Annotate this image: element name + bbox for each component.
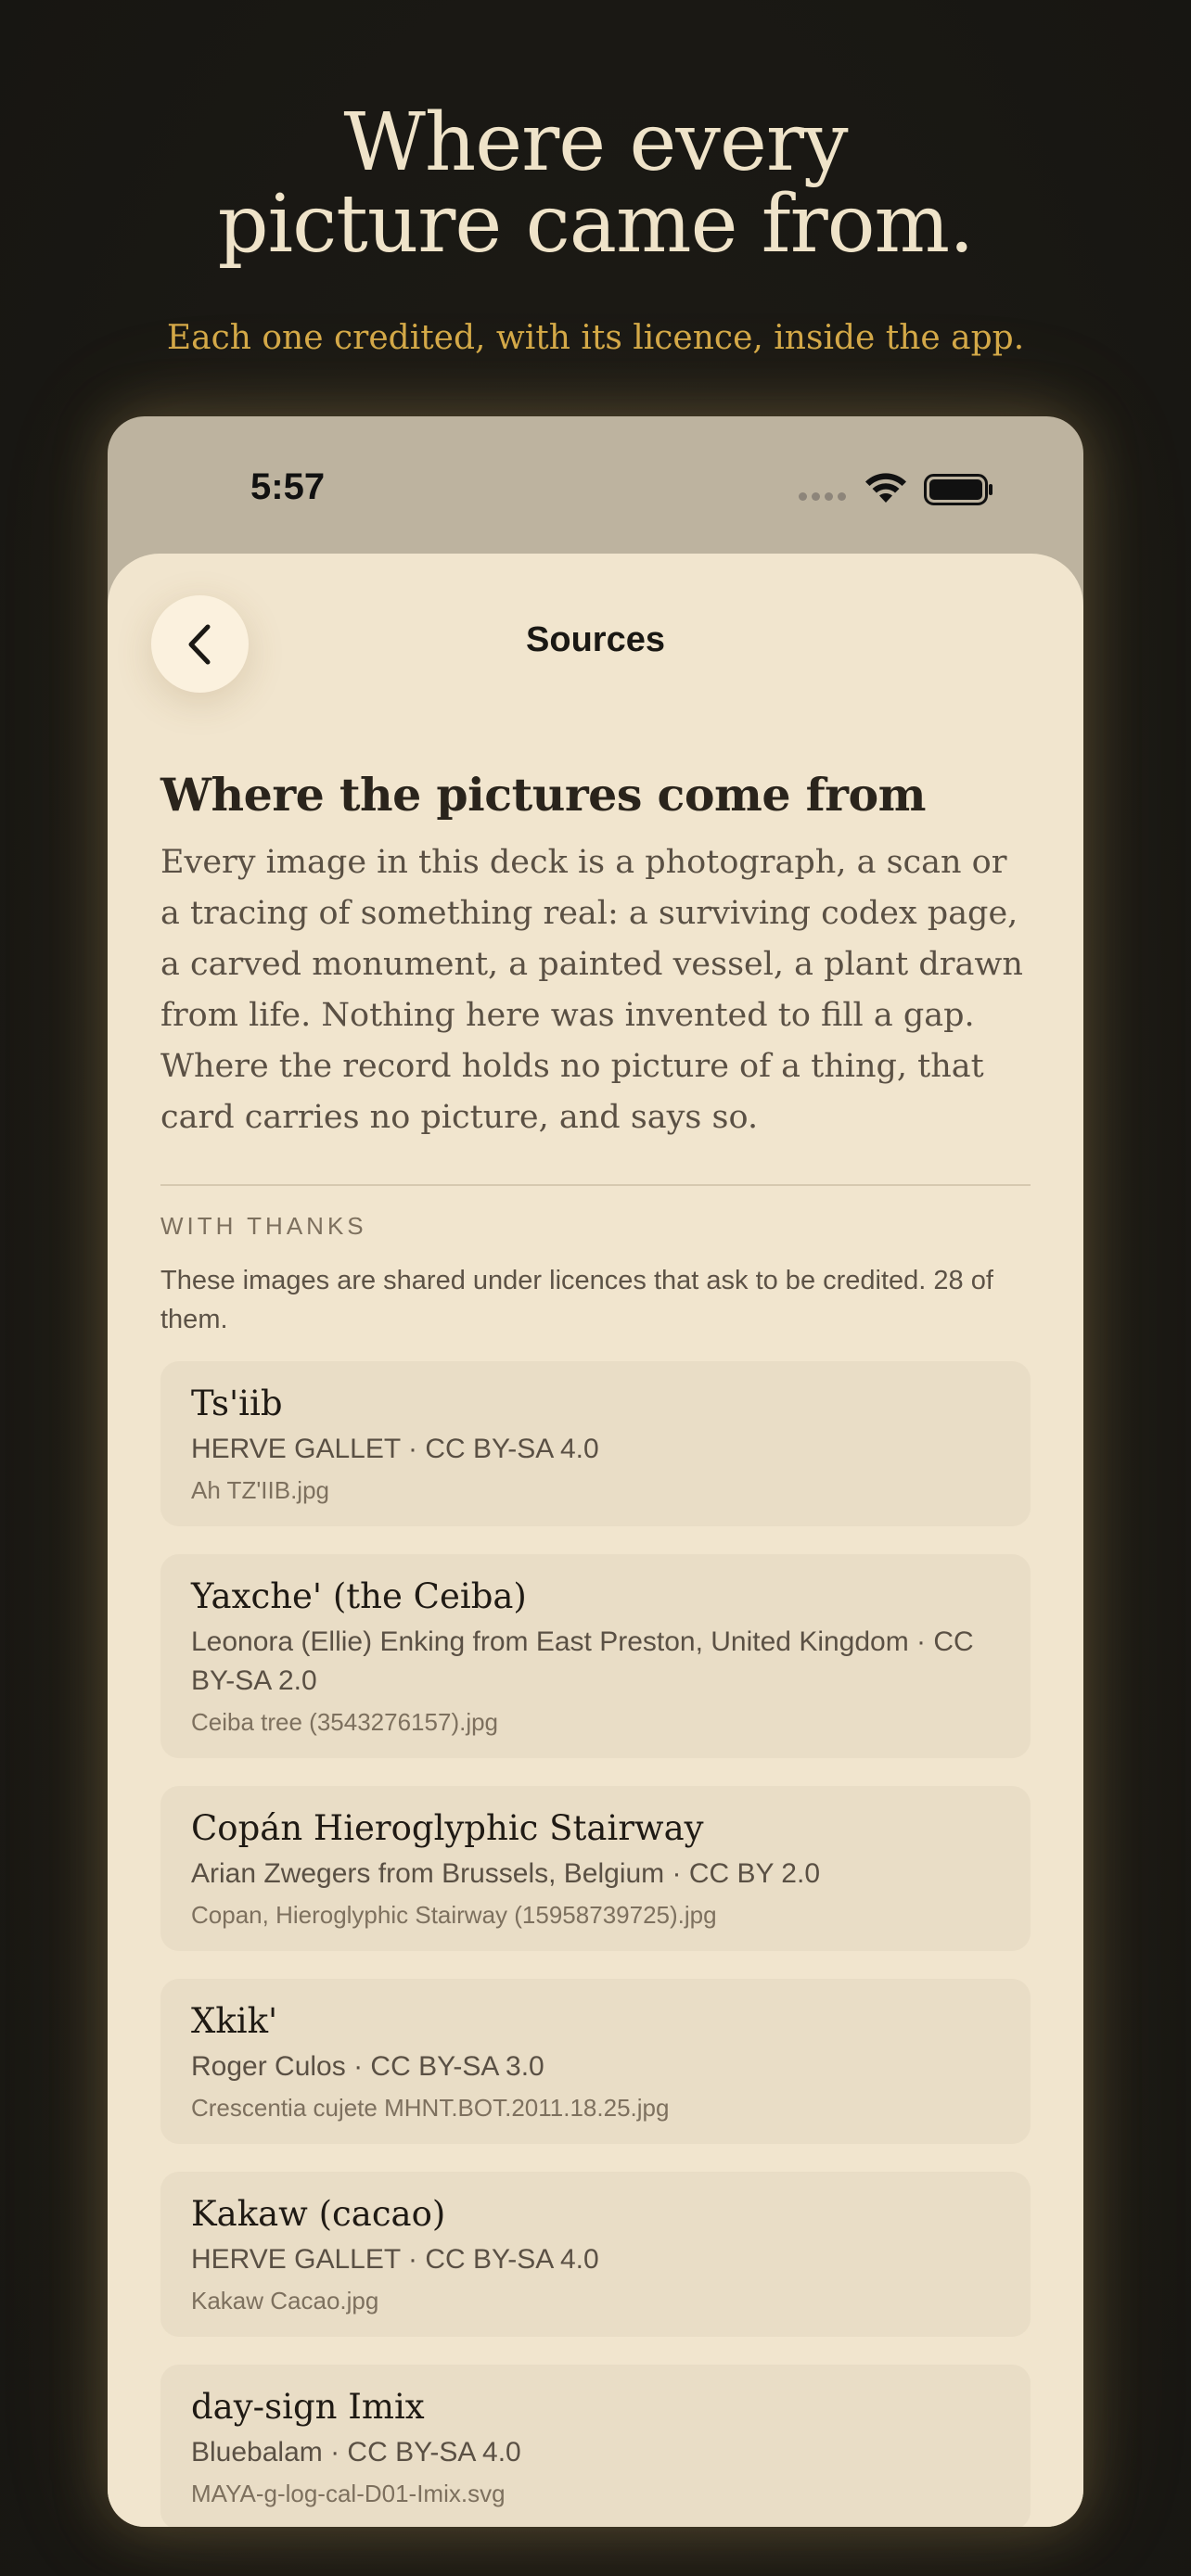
credit-filename: Kakaw Cacao.jpg xyxy=(191,2287,379,2315)
credit-attribution: Roger Culos · CC BY-SA 3.0 xyxy=(191,2051,544,2082)
credit-item xyxy=(160,1361,1031,1526)
nav-title: Sources xyxy=(526,620,665,659)
divider xyxy=(160,1184,1031,1186)
credit-title: Yaxche' (the Ceiba) xyxy=(191,1576,527,1616)
page-heading: Where the pictures come from xyxy=(160,768,927,822)
credit-title: Xkik' xyxy=(191,2001,278,2041)
phone-screen xyxy=(108,416,1083,2527)
hero-subline: Each one credited, with its licence, inside the app. xyxy=(166,319,1025,357)
status-bar xyxy=(108,416,1083,555)
status-time: 5:57 xyxy=(250,466,326,507)
credit-attribution: Leonora (Ellie) Enking from East Preston, United Kingdom · CC BY-SA 2.0 xyxy=(191,1626,974,1696)
intro-paragraph: Every image in this deck is a photograph, a scan or a tracing of something real: a surviving codex page, a carved monument, a painted vessel, a plant drawn from life. Nothing here was invented to fill a gap. Where the record holds no picture of a thing, that card carries no picture, and says so. xyxy=(160,844,1023,1136)
credit-item xyxy=(160,2172,1031,2337)
credit-item xyxy=(160,1786,1031,1951)
credit-attribution: Bluebalam · CC BY-SA 4.0 xyxy=(191,2437,521,2468)
credits-list xyxy=(160,1361,1031,2527)
credit-title: day-sign Imix xyxy=(191,2387,425,2427)
credit-attribution: HERVE GALLET · CC BY-SA 4.0 xyxy=(191,2244,599,2275)
sources-content xyxy=(160,767,1031,2527)
credit-item xyxy=(160,1554,1031,1758)
credit-filename: MAYA-g-log-cal-D01-Imix.svg xyxy=(191,2480,506,2507)
section-note: These images are shared under licences that ask to be credited. 28 of them. xyxy=(160,1266,993,1334)
section-label: WITH THANKS xyxy=(160,1212,367,1240)
sources-sheet xyxy=(108,554,1083,2527)
credit-filename: Ceiba tree (3543276157).jpg xyxy=(191,1708,499,1736)
credit-title: Ts'iib xyxy=(191,1384,283,1423)
credit-filename: Crescentia cujete MHNT.BOT.2011.18.25.jpg xyxy=(191,2094,670,2122)
hero-headline-line-1: Where every xyxy=(343,96,848,189)
credit-item xyxy=(160,2365,1031,2527)
credit-filename: Copan, Hieroglyphic Stairway (15958739725).jpg xyxy=(191,1901,717,1929)
battery-icon xyxy=(924,474,994,505)
wifi-icon xyxy=(864,472,908,505)
signal-dots-icon xyxy=(799,492,846,501)
credit-item xyxy=(160,1979,1031,2144)
credit-attribution: HERVE GALLET · CC BY-SA 4.0 xyxy=(191,1434,599,1464)
credit-attribution: Arian Zwegers from Brussels, Belgium · CC BY 2.0 xyxy=(191,1858,821,1889)
credit-title: Copán Hieroglyphic Stairway xyxy=(191,1808,704,1848)
hero-headline-line-2: picture came from. xyxy=(217,178,974,271)
hero-headline xyxy=(0,96,1191,271)
credit-filename: Ah TZ'IIB.jpg xyxy=(191,1476,329,1504)
credit-title: Kakaw (cacao) xyxy=(191,2194,446,2234)
